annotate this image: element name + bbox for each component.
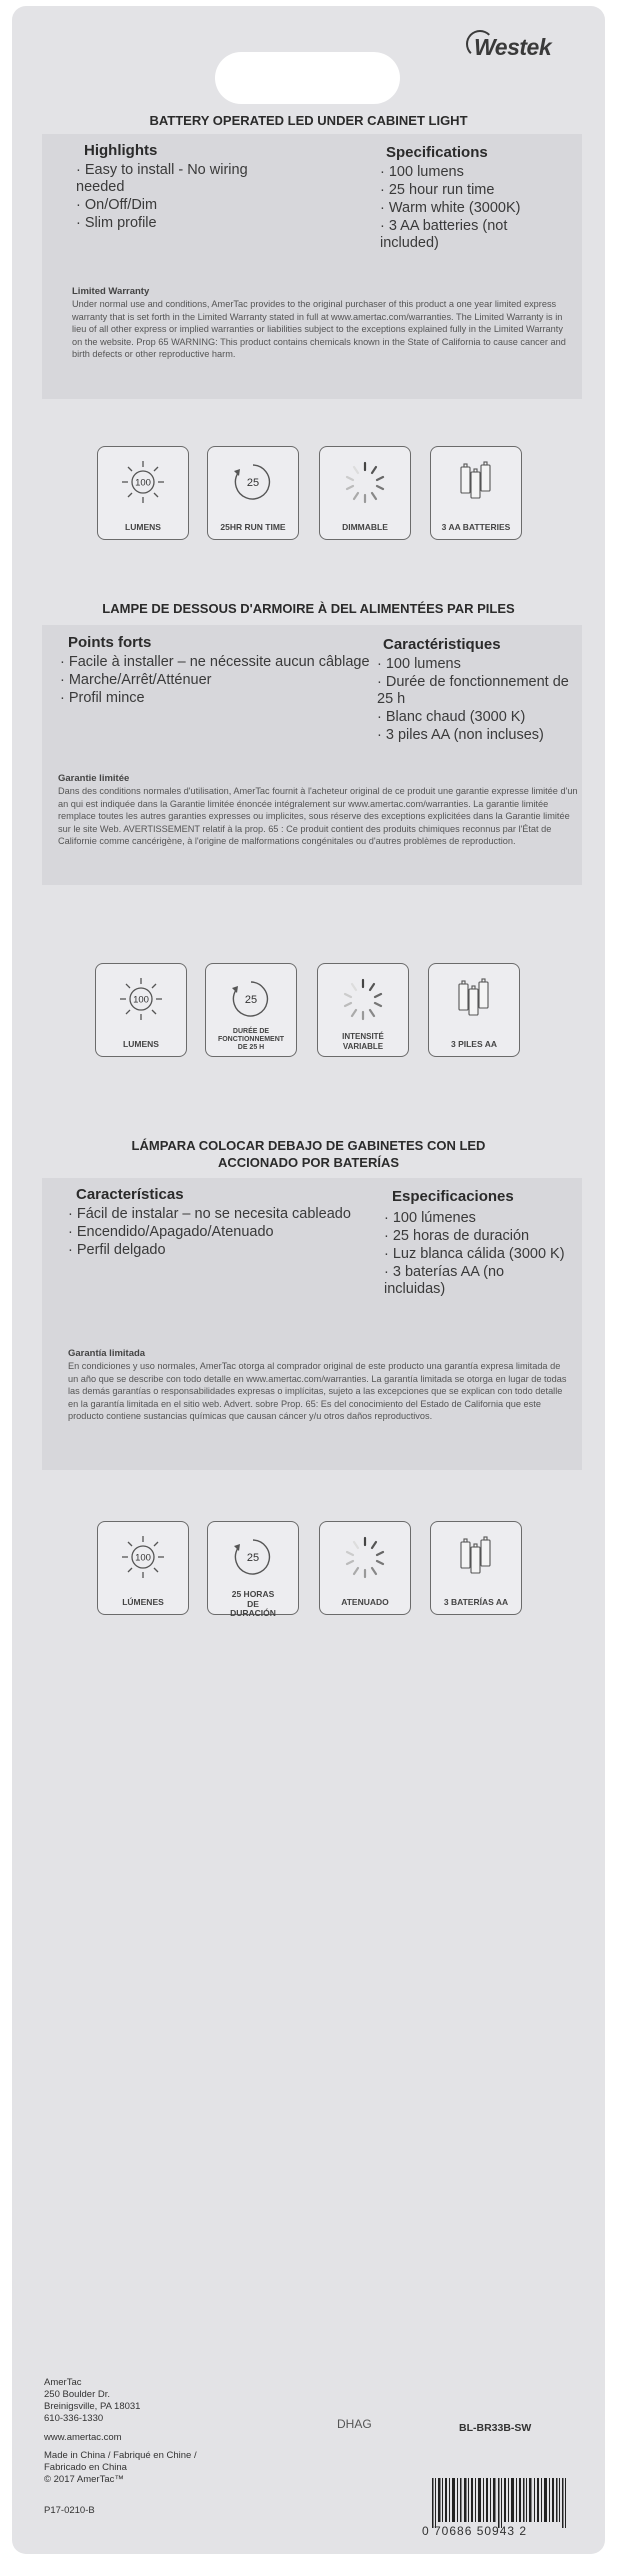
sun-icon [118,459,168,505]
part-code: P17-0210-B [44,2505,95,2516]
list-item: · 100 lumens [377,656,461,672]
company-address [44,2377,140,2425]
list-item: · Warm white (3000K) [380,200,521,216]
dimmer-icon [340,459,390,505]
list-item: · Durée de fonctionnement de 25 h [377,674,569,707]
list-item: · Fácil de instalar – no se necesita cableado [68,1206,351,1222]
specs-list-es [384,1210,569,1299]
icon-label: INTENSITÉ VARIABLE [342,1032,384,1051]
hang-hole [215,52,400,104]
lumens-value: 100 [135,1552,151,1564]
specs-heading-es: Especificaciones [392,1188,514,1205]
icon-label: 25 HORAS DE DURACIÓN [230,1589,276,1618]
address-line: AmerTac [44,2377,82,2388]
runtime-value: 25 [246,477,260,489]
icon-box-runtime [207,1521,299,1618]
icon-box-runtime [205,963,297,1057]
icon-label: 3 BATERÍAS AA [443,1597,509,1607]
barcode-digits: 0 70686 50943 2 [422,2524,528,2538]
address-line: 610-336-1330 [44,2413,104,2424]
list-item: · Facile à installer – ne nécessite aucun câblage [60,654,370,670]
icon-label: 25HR RUN TIME [220,522,286,532]
icon-box-batteries [430,446,522,540]
list-item: · 25 horas de duración [384,1228,530,1244]
website: www.amertac.com [44,2432,122,2443]
list-item: · Slim profile [76,215,157,231]
specs-list-en [380,164,550,253]
list-item: · Easy to install - No wiring needed [76,162,248,195]
battery-icon [451,1534,501,1580]
icon-box-dim [319,1521,411,1615]
barcode [430,2478,575,2528]
sun-icon [118,1534,168,1580]
list-item: · 3 baterías AA (no incluidas) [384,1264,505,1297]
lot-code: DHAG [337,2417,372,2431]
sun-icon [116,976,166,1022]
lumens-value: 100 [133,994,149,1006]
highlights-heading-en: Highlights [84,142,158,159]
highlights-list-fr [60,654,380,708]
list-item: · Marche/Arrêt/Atténuer [60,672,212,688]
list-item: · 100 lúmenes [384,1210,476,1226]
icon-box-dim [317,963,409,1057]
warranty-text-es: En condiciones y uso normales, AmerTac otorga al comprador original de este producto una garantía expresa limitada de un año que se describe con todo detalle en www.amertac.com/warranties. La garantía limitada se otorga en lugar de todas las demás garantías o responsabilidades expresas o implícitas, sujeto a las excepciones que se explican con todo detalle en la garantía limitada en el sitio web. Advert. sobre Prop. 65: Es del conocimiento del Estado de California que este producto contiene sustancias químicas que causan cáncer y/u otros daños reproductivos. [68,1361,567,1421]
list-item: · 3 piles AA (non incluses) [377,727,544,743]
list-item: · Encendido/Apagado/Atenuado [68,1224,274,1240]
icon-label: LÚMENES [122,1597,164,1607]
battery-icon [451,459,501,505]
brand-logo: Westek [474,34,552,60]
list-item: · Luz blanca cálida (3000 K) [384,1246,565,1262]
icon-box-batteries [428,963,520,1057]
warranty-text-en: Under normal use and conditions, AmerTac provides to the original purchaser of this product a one year limited express warranty that is set forth in the Limited Warranty stated in full at www.amertac.com/warranties. The Limited Warranty is in lieu of all other express or implied warranties or liabilities subject to the exceptions explained fully in the Limited Warranty on the website. Prop 65 WARNING: This product contains chemicals known in the State of California to cause cancer and birth defects or other reproductive harm. [72,299,566,359]
warranty-title-fr: Garantie limitée [58,773,130,784]
dimmer-icon [338,976,388,1022]
warranty-title-es: Garantía limitada [68,1348,146,1359]
icon-box-runtime [207,446,299,540]
list-item: · Blanc chaud (3000 K) [377,709,526,725]
list-item: · On/Off/Dim [76,197,158,213]
section-title-fr: LAMPE DE DESSOUS D'ARMOIRE À DEL ALIMENTÉES PAR PILES [102,601,515,616]
icon-label: 3 AA BATTERIES [441,522,511,532]
made-in-line: Fabricado en China [44,2462,127,2473]
section-title-en: BATTERY OPERATED LED UNDER CABINET LIGHT [149,113,468,128]
address-line: 250 Boulder Dr. [44,2389,111,2400]
icon-label: 3 PILES AA [451,1039,497,1049]
runtime-value: 25 [244,994,258,1006]
list-item: · Profil mince [60,690,145,706]
timer-icon [228,459,278,505]
made-in-line: Made in China / Fabriqué en Chine / [44,2450,197,2461]
lumens-value: 100 [135,477,151,489]
highlights-heading-es: Características [76,1186,184,1203]
icon-label: DIMMABLE [342,522,388,532]
made-in [44,2450,197,2486]
warranty-text-fr: Dans des conditions normales d'utilisation, AmerTac fournit à l'acheteur original de ce produit une garantie expresse limitée d'un an qui est indiquée dans la Garantie limitée énoncée intégralement sur www.amertac.com/warranties. La garantie limitée remplace toutes les autres garanties expresses ou implicites, sous réserve des exceptions explicitées dans la Garantie limitée sur le site Web. AVERTISSEMENT relatif à la prop. 65 : Ce produit contient des produits chimiques reconnus par l'État de Californie comme cancérigène, à l'origine de malformations congénitales ou d'autres problèmes de reproduction. [58,786,578,846]
icon-label: LUMENS [123,1039,159,1049]
made-in-line: © 2017 AmerTac™ [44,2474,124,2485]
highlights-list-es [68,1206,358,1260]
model-number: BL-BR33B-SW [459,2422,532,2434]
specs-heading-fr: Caractéristiques [383,636,501,653]
dimmer-icon [340,1534,390,1580]
battery-icon [449,976,499,1022]
icon-box-batteries [430,1521,522,1615]
timer-icon [228,1534,278,1580]
timer-icon [226,976,276,1022]
icon-box-dim [319,446,411,540]
icon-label: LUMENS [125,522,161,532]
specs-heading-en: Specifications [386,144,488,161]
section-title-es: LÁMPARA COLOCAR DEBAJO DE GABINETES CON LED ACCIONADO POR BATERÍAS [131,1138,486,1170]
address-line: Breinigsville, PA 18031 [44,2401,141,2412]
list-item: · 3 AA batteries (not included) [380,218,508,251]
specs-list-fr [377,656,577,745]
icon-box-lumens [95,963,187,1057]
icon-label: ATENUADO [341,1597,389,1607]
runtime-value: 25 [246,1552,260,1564]
icon-label: DURÉE DE FONCTIONNEMENT DE 25 H [217,1028,285,1051]
highlights-heading-fr: Points forts [68,634,152,651]
highlights-list-en [76,162,291,233]
list-item: · 100 lumens [380,164,464,180]
list-item: · Perfil delgado [68,1242,166,1258]
icon-box-lumens [97,1521,189,1615]
warranty-title-en: Limited Warranty [72,286,150,297]
icon-box-lumens [97,446,189,540]
list-item: · 25 hour run time [380,182,495,198]
